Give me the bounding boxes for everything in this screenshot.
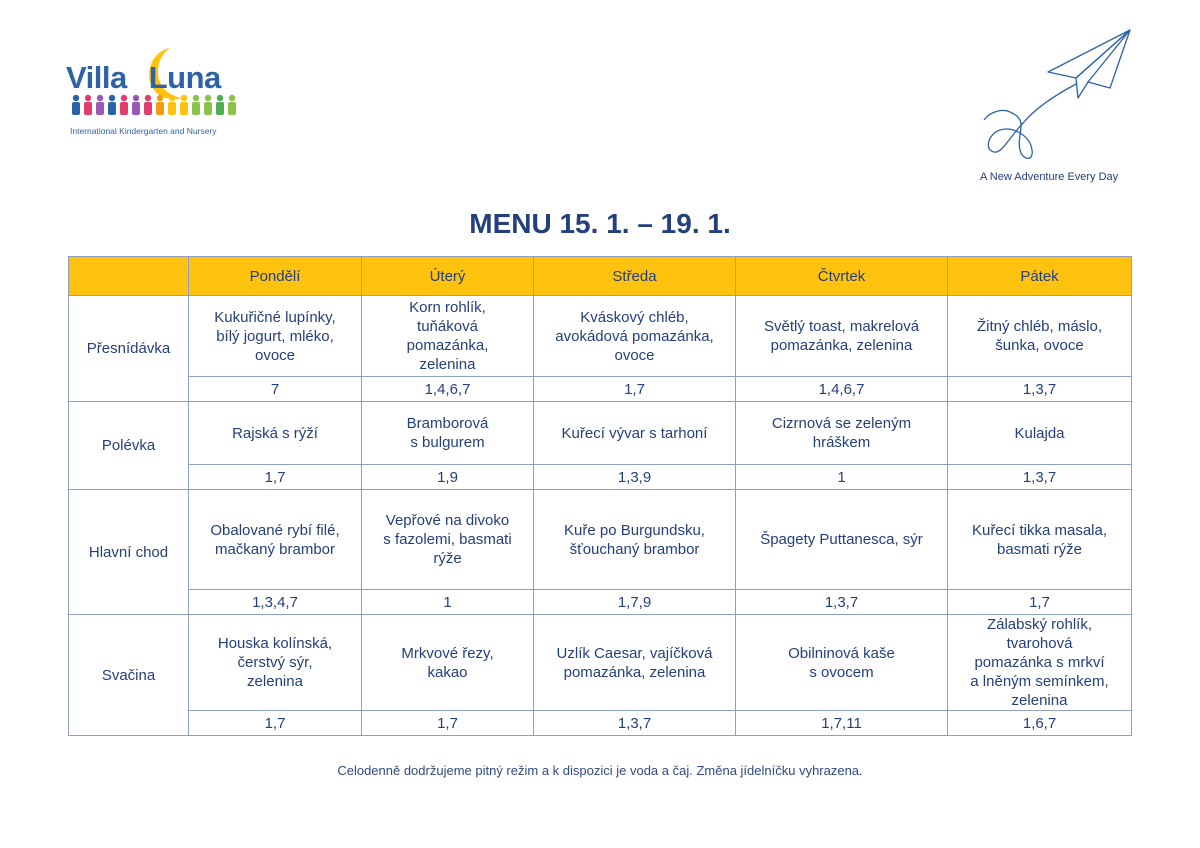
meal-cell: Korn rohlík, tuňáková pomazánka, zelenina xyxy=(362,296,534,377)
allergen-row xyxy=(69,711,1132,736)
meal-cell: Rajská s rýží xyxy=(189,402,362,465)
allergen-cell: 1,7 xyxy=(362,711,534,736)
logo-name-villa: Villa xyxy=(66,60,127,95)
allergen-cell: 1,7 xyxy=(189,711,362,736)
allergen-cell: 1,7,9 xyxy=(534,590,736,615)
allergen-cell: 1 xyxy=(362,590,534,615)
meal-cell: Kuřecí tikka masala, basmati rýže xyxy=(948,490,1132,590)
header-day: Úterý xyxy=(362,257,534,296)
meal-row xyxy=(69,296,1132,377)
row-label: Svačina xyxy=(69,615,189,736)
allergen-cell: 1,4,6,7 xyxy=(362,377,534,402)
allergen-cell: 1,9 xyxy=(362,465,534,490)
allergen-cell: 7 xyxy=(189,377,362,402)
row-label: Hlavní chod xyxy=(69,490,189,615)
allergen-cell: 1,7 xyxy=(189,465,362,490)
page-title: MENU 15. 1. – 19. 1. xyxy=(469,208,731,239)
allergen-cell: 1,7,11 xyxy=(736,711,948,736)
header-corner xyxy=(69,257,189,296)
header-day: Pondělí xyxy=(189,257,362,296)
meal-row xyxy=(69,615,1132,711)
allergen-row xyxy=(69,377,1132,402)
tagline: A New Adventure Every Day xyxy=(980,171,1119,183)
meal-cell: Obalované rybí filé, mačkaný brambor xyxy=(189,490,362,590)
allergen-cell: 1,3,7 xyxy=(736,590,948,615)
villa-luna-logo xyxy=(66,44,256,144)
allergen-cell: 1,7 xyxy=(534,377,736,402)
meal-cell: Mrkvové řezy, kakao xyxy=(362,615,534,711)
allergen-cell: 1,3,7 xyxy=(534,711,736,736)
children-figures-icon xyxy=(70,94,242,116)
header-day: Čtvrtek xyxy=(736,257,948,296)
meal-cell: Vepřové na divoko s fazolemi, basmati rýže xyxy=(362,490,534,590)
row-label: Polévka xyxy=(69,402,189,490)
logo-name-luna: Luna xyxy=(148,60,221,95)
row-label: Přesnídávka xyxy=(69,296,189,402)
allergen-cell: 1,3,9 xyxy=(534,465,736,490)
allergen-cell: 1,3,7 xyxy=(948,377,1132,402)
meal-cell: Žitný chléb, máslo, šunka, ovoce xyxy=(948,296,1132,377)
header-day: Pátek xyxy=(948,257,1132,296)
allergen-cell: 1,4,6,7 xyxy=(736,377,948,402)
menu-table xyxy=(68,256,1132,736)
meal-cell: Kukuřičné lupínky, bílý jogurt, mléko, ovoce xyxy=(189,296,362,377)
meal-cell: Zálabský rohlík, tvarohová pomazánka s mrkví a lněným semínkem, zelenina xyxy=(948,615,1132,711)
meal-row xyxy=(69,402,1132,465)
footer-note: Celodenně dodržujeme pitný režim a k dispozici je voda a čaj. Změna jídelníčku vyhrazena. xyxy=(337,763,863,778)
meal-cell: Kuřecí vývar s tarhoní xyxy=(534,402,736,465)
meal-cell: Kuře po Burgundsku, šťouchaný brambor xyxy=(534,490,736,590)
meal-row xyxy=(69,490,1132,590)
paper-plane-icon xyxy=(980,26,1140,166)
header-day: Středa xyxy=(534,257,736,296)
allergen-row xyxy=(69,590,1132,615)
allergen-cell: 1,6,7 xyxy=(948,711,1132,736)
meal-cell: Houska kolínská, čerstvý sýr, zelenina xyxy=(189,615,362,711)
meal-cell: Špagety Puttanesca, sýr xyxy=(736,490,948,590)
meal-cell: Obilninová kaše s ovocem xyxy=(736,615,948,711)
allergen-cell: 1,7 xyxy=(948,590,1132,615)
allergen-row xyxy=(69,465,1132,490)
meal-cell: Uzlík Caesar, vajíčková pomazánka, zelenina xyxy=(534,615,736,711)
allergen-cell: 1,3,7 xyxy=(948,465,1132,490)
table-header-row xyxy=(69,257,1132,296)
meal-cell: Cizrnová se zeleným hráškem xyxy=(736,402,948,465)
meal-cell: Kulajda xyxy=(948,402,1132,465)
logo-subtitle: International Kindergarten and Nursery xyxy=(70,126,217,136)
allergen-cell: 1,3,4,7 xyxy=(189,590,362,615)
allergen-cell: 1 xyxy=(736,465,948,490)
meal-cell: Kváskový chléb, avokádová pomazánka, ovoce xyxy=(534,296,736,377)
meal-cell: Světlý toast, makrelová pomazánka, zelenina xyxy=(736,296,948,377)
meal-cell: Bramborová s bulgurem xyxy=(362,402,534,465)
